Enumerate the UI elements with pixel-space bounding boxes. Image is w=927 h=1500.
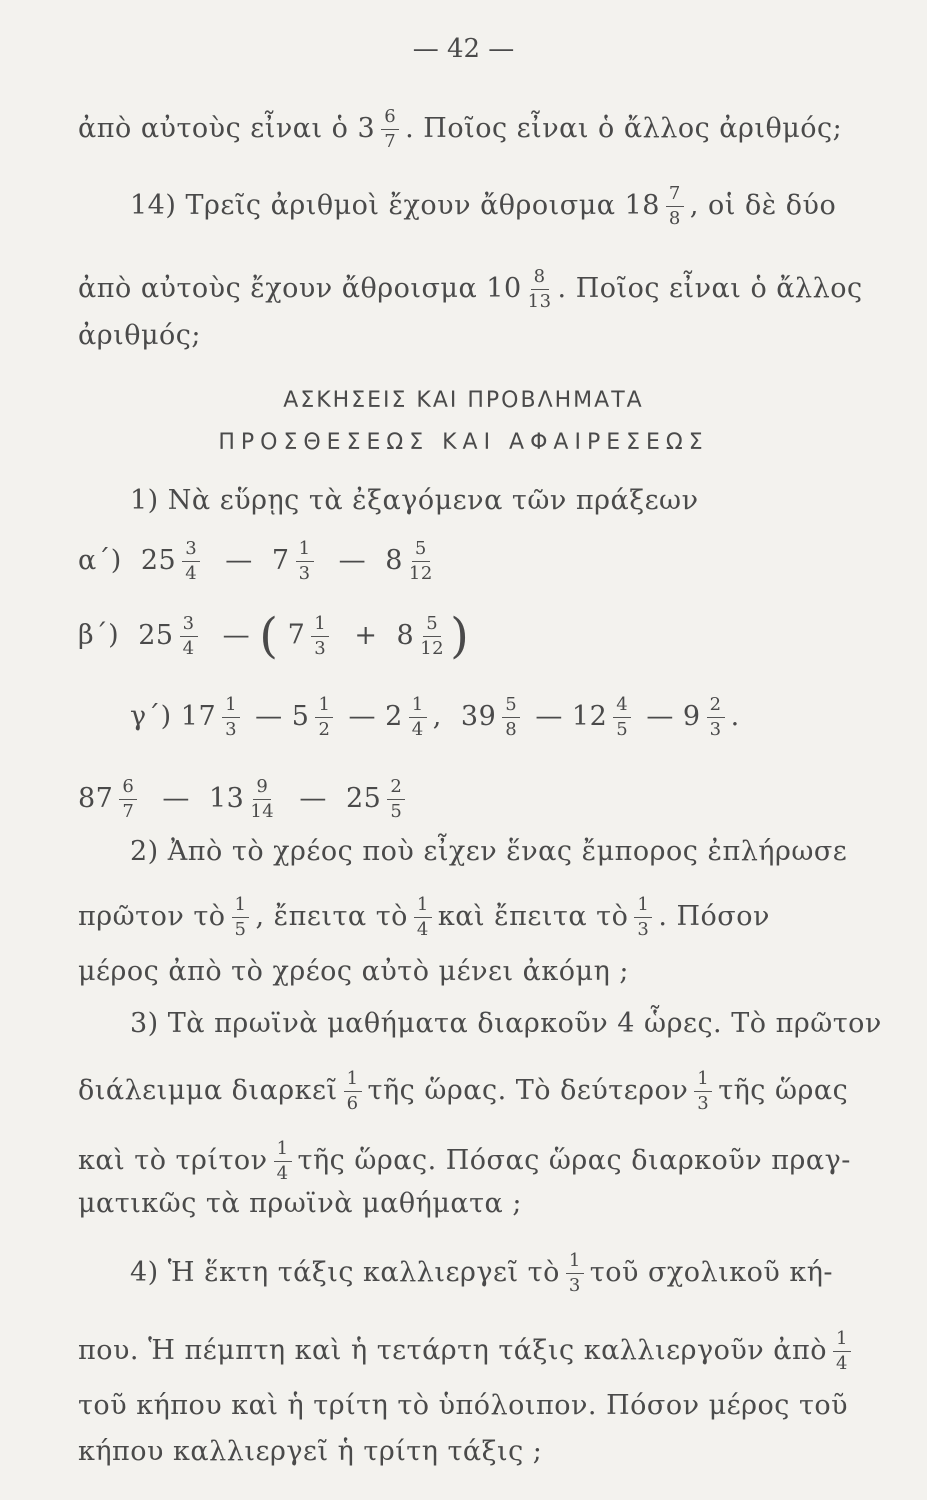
exercise-2-line3: μέρος ἀπὸ τὸ χρέος αὐτὸ μένει ἀκόμη ;: [78, 956, 629, 987]
exercise-1-intro: 1) Νὰ εὕρῃς τὰ ἐξαγόμενα τῶν πράξεων: [130, 485, 699, 516]
section-heading: ΑΣΚΗΣΕΙΣ ΚΑΙ ΠΡΟΒΛΗΜΑΤΑ: [283, 388, 644, 413]
fraction: $\frac{7}{8}$: [666, 185, 684, 228]
exercise-4-line3: τοῦ κήπου καὶ ἡ τρίτη τὸ ὑπόλοιπον. Πόσον μέρος τοῦ: [78, 1390, 849, 1421]
exercise-4-line4: κήπου καλλιεργεῖ ἡ τρίτη τάξις ;: [78, 1436, 543, 1467]
exercise-3-line1: 3) Τὰ πρωϊνὰ μαθήματα διαρκοῦν 4 ὧρες. Τὸ πρῶτον: [130, 1008, 882, 1039]
exercise-1c-line2: 87 $\frac{6}{7}$ — 13 $\frac{9}{14}$ — 25 $\frac{2}{5}$: [78, 778, 867, 821]
page-number: — 42 —: [412, 34, 515, 64]
exercise-4-line1: 4) Ἡ ἕκτη τάξις καλλιεργεῖ τὸ $\frac{1}{3}$ τοῦ σχολικοῦ κή-: [130, 1250, 834, 1296]
exercise-2-line2: πρῶτον τὸ $\frac{1}{5}$ , ἔπειτα τὸ $\frac{1}{4}$ καὶ ἔπειτα τὸ $\frac{1}{3}$ . Πόσον: [78, 894, 770, 940]
fraction: $\frac{8}{13}$: [527, 266, 552, 312]
exercise-1c-line1: γ΄) 17 $\frac{1}{3}$ — 5 $\frac{1}{2}$ — 2 $\frac{1}{4}$ , 39 $\frac{5}{8}$ — 12 $\frac{4}{5}$ — 9 $\frac{2}{3}$ .: [130, 694, 740, 740]
exercise-3-line4: ματικῶς τὰ πρωϊνὰ μαθήματα ;: [78, 1188, 522, 1219]
fraction: $\frac{6}{7}$: [381, 108, 399, 151]
exercise-1b: β΄) 25 $\frac{3}{4}$ — ( 7 $\frac{1}{3}$ + 8 $\frac{5}{12}$ ): [78, 608, 470, 664]
exercise-2-line1: 2) Ἀπὸ τὸ χρέος ποὺ εἶχεν ἕνας ἔμπορος ἐπλήρωσε: [130, 836, 848, 867]
exercise-4-line2: που. Ἡ πέμπτη καὶ ἡ τετάρτη τάξις καλλιεργοῦν ἀπὸ $\frac{1}{4}$: [78, 1330, 867, 1373]
problem-14-line1: 14) Τρεῖς ἀριθμοὶ ἔχουν ἄθροισμα 18 $\frac{7}{8}$ , οἱ δὲ δύο: [130, 183, 837, 229]
problem-14-line3: ἀριθμός;: [78, 320, 201, 351]
exercise-3-line3: καὶ τὸ τρίτον $\frac{1}{4}$ τῆς ὥρας. Πόσας ὥρας διαρκοῦν πραγ-: [78, 1138, 851, 1184]
exercise-3-line2: διάλειμμα διαρκεῖ $\frac{1}{6}$ τῆς ὥρας. Τὸ δεύτερον $\frac{1}{3}$ τῆς ὥρας: [78, 1068, 849, 1114]
exercise-1a: α΄) 25 $\frac{3}{4}$ — 7 $\frac{1}{3}$ — 8 $\frac{5}{12}$: [78, 538, 433, 584]
text-line: ἀπὸ αὐτοὺς εἶναι ὁ 3 $\frac{6}{7}$ . Ποῖος εἶναι ὁ ἄλλος ἀριθμός;: [78, 106, 843, 152]
section-subheading: ΠΡΟΣΘΕΣΕΩΣ ΚΑΙ ΑΦΑΙΡΕΣΕΩΣ: [218, 430, 709, 455]
problem-14-line2: ἀπὸ αὐτοὺς ἔχουν ἄθροισμα 10 $\frac{8}{13}$ . Ποῖος εἶναι ὁ ἄλλος: [78, 266, 863, 312]
